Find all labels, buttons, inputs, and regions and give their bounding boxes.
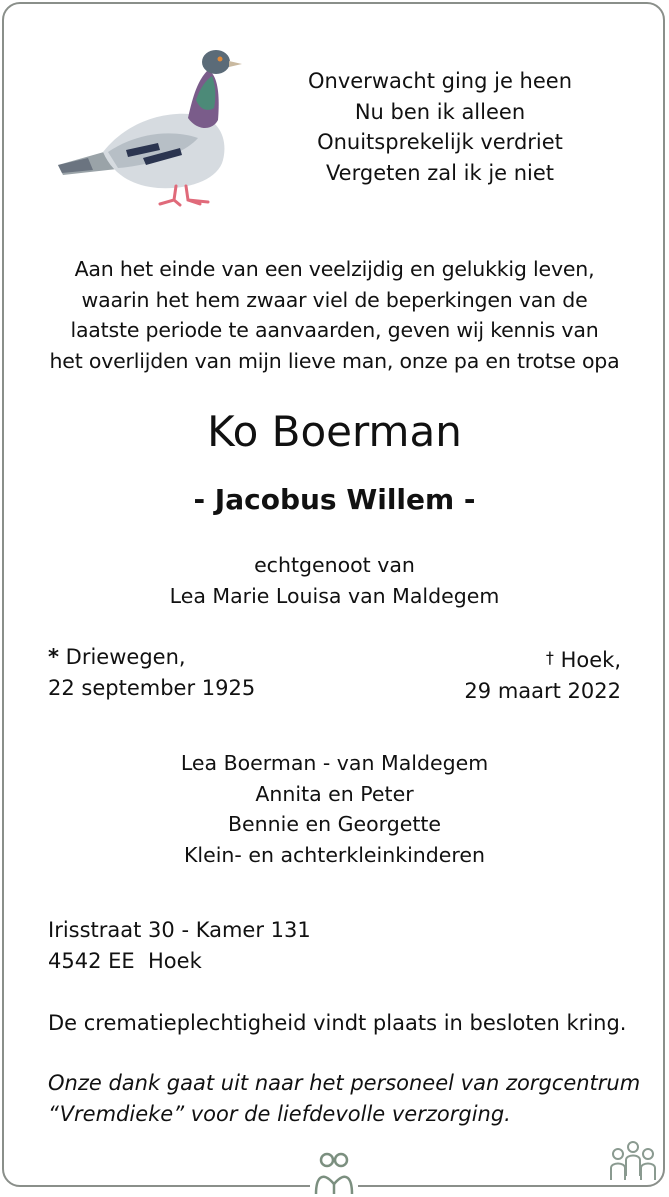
ceremony-note: De crematieplechtigheid vindt plaats in besloten kring. bbox=[48, 1011, 627, 1035]
intro-line: waarin het hem zwaar viel de beperkingen van de bbox=[81, 287, 588, 312]
family-member: Bennie en Georgette bbox=[227, 812, 442, 836]
spouse-name: Lea Marie Louisa van Maldegem bbox=[169, 583, 500, 608]
address-line: 4542 EE Hoek bbox=[48, 949, 202, 973]
spouse-info bbox=[0, 550, 669, 611]
deceased-full-name: - Jacobus Willem - bbox=[193, 483, 476, 516]
family-list bbox=[0, 748, 669, 870]
family-member: Annita en Peter bbox=[255, 781, 414, 806]
family-member: Klein- en achterkleinkinderen bbox=[183, 842, 485, 867]
birth-symbol: * bbox=[48, 645, 59, 669]
poem-line: Vergeten zal ik je niet bbox=[325, 160, 555, 185]
thanks-line: Onze dank gaat uit naar het personeel van zorgcentrum bbox=[48, 1071, 641, 1095]
thanks-line: “Vremdieke” voor de liefdevolle verzorging. bbox=[48, 1102, 511, 1126]
poem-line: Onuitsprekelijk verdriet bbox=[317, 130, 563, 154]
intro-text bbox=[20, 254, 649, 376]
death-info bbox=[321, 642, 621, 707]
pigeon-icon bbox=[48, 40, 248, 212]
people-group-icon bbox=[608, 1140, 658, 1184]
death-date: 29 maart 2022 bbox=[464, 679, 621, 703]
poem bbox=[270, 66, 610, 188]
deceased-name: Ko Boerman bbox=[207, 407, 462, 456]
poem-line: Nu ben ik alleen bbox=[354, 99, 526, 124]
birth-info bbox=[48, 642, 348, 704]
intro-line: het overlijden van mijn lieve man, onze pa en trotse opa bbox=[49, 348, 620, 373]
birth-place: Driewegen, bbox=[65, 645, 186, 669]
birth-date: 22 september 1925 bbox=[48, 676, 256, 700]
family-member: Lea Boerman - van Maldegem bbox=[180, 751, 489, 775]
family-logo-icon bbox=[310, 1150, 358, 1196]
intro-line: laatste periode te aanvaarden, geven wij kennis van bbox=[70, 318, 599, 342]
address bbox=[48, 915, 448, 977]
death-place: Hoek, bbox=[560, 648, 621, 672]
thanks-note bbox=[48, 1068, 648, 1130]
address-line: Irisstraat 30 - Kamer 131 bbox=[48, 918, 311, 942]
death-symbol: † bbox=[545, 648, 554, 667]
spouse-label: echtgenoot van bbox=[254, 553, 415, 577]
intro-line: Aan het einde van een veelzijdig en gelukkig leven, bbox=[74, 257, 595, 281]
poem-line: Onverwacht ging je heen bbox=[308, 69, 572, 93]
